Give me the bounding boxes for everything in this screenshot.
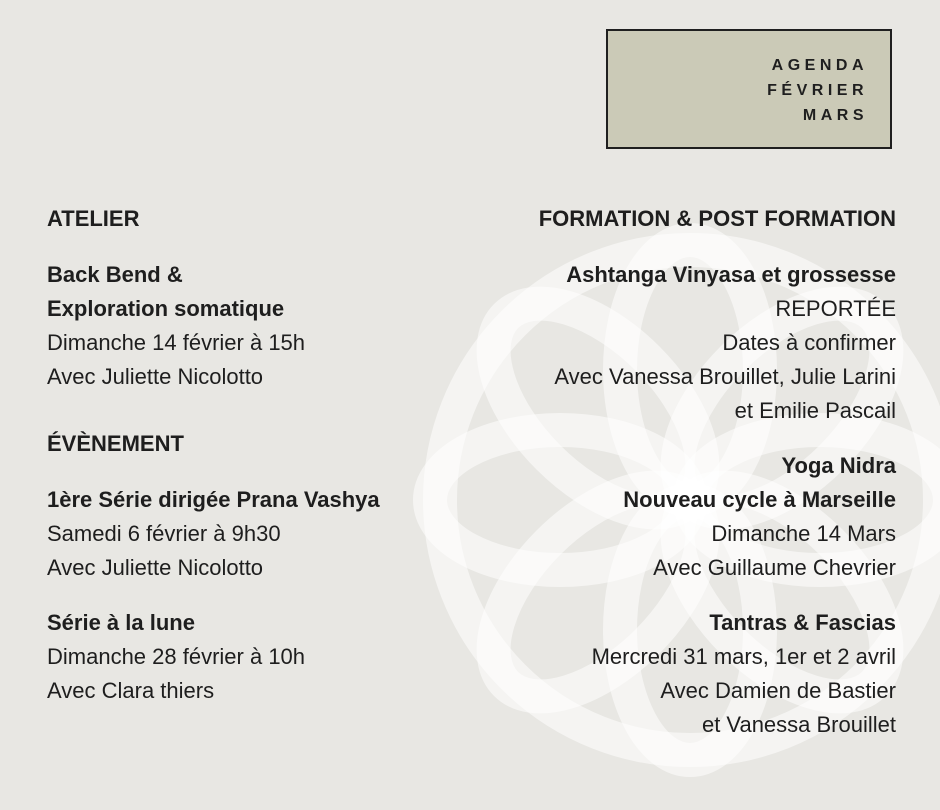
section-heading-atelier: ATELIER: [47, 206, 140, 231]
formation2-with: Avec Guillaume Chevrier: [653, 555, 896, 580]
formation1-title: Ashtanga Vinyasa et grossesse: [566, 262, 896, 287]
formation1-with-line-2: et Emilie Pascail: [734, 398, 896, 423]
section-heading-formation: FORMATION & POST FORMATION: [538, 206, 896, 231]
section-heading-evenement: ÉVÈNEMENT: [47, 431, 184, 456]
event2-title: Série à la lune: [47, 610, 195, 635]
title-line-mars: MARS: [802, 107, 868, 124]
formation1-with-line-1: Avec Vanessa Brouillet, Julie Larini: [554, 364, 896, 389]
formation1-date: Dates à confirmer: [722, 330, 896, 355]
formation3-with-line-1: Avec Damien de Bastier: [660, 678, 896, 703]
title-line-fevrier: FÉVRIER: [767, 82, 868, 99]
atelier-with: Avec Juliette Nicolotto: [47, 364, 264, 389]
agenda-title-box: [606, 29, 892, 149]
formation3-date: Mercredi 31 mars, 1er et 2 avril: [591, 644, 896, 669]
formation2-date: Dimanche 14 Mars: [711, 521, 896, 546]
formation2-title-line-2: Nouveau cycle à Marseille: [623, 487, 896, 512]
event2-date: Dimanche 28 février à 10h: [47, 644, 306, 669]
event1-title: 1ère Série dirigée Prana Vashya: [47, 487, 380, 512]
atelier-date: Dimanche 14 février à 15h: [47, 330, 306, 355]
event2-with: Avec Clara thiers: [47, 678, 215, 703]
atelier-title-line-1: Back Bend &: [47, 262, 183, 287]
event1-with: Avec Juliette Nicolotto: [47, 555, 264, 580]
formation1-status: REPORTÉE: [775, 296, 896, 321]
formation2-title-line-1: Yoga Nidra: [781, 453, 896, 478]
atelier-title-line-2: Exploration somatique: [47, 296, 285, 321]
formation3-with-line-2: et Vanessa Brouillet: [701, 712, 896, 737]
title-line-agenda: AGENDA: [771, 57, 868, 74]
event1-date: Samedi 6 février à 9h30: [47, 521, 281, 546]
formation3-title: Tantras & Fascias: [709, 610, 896, 635]
